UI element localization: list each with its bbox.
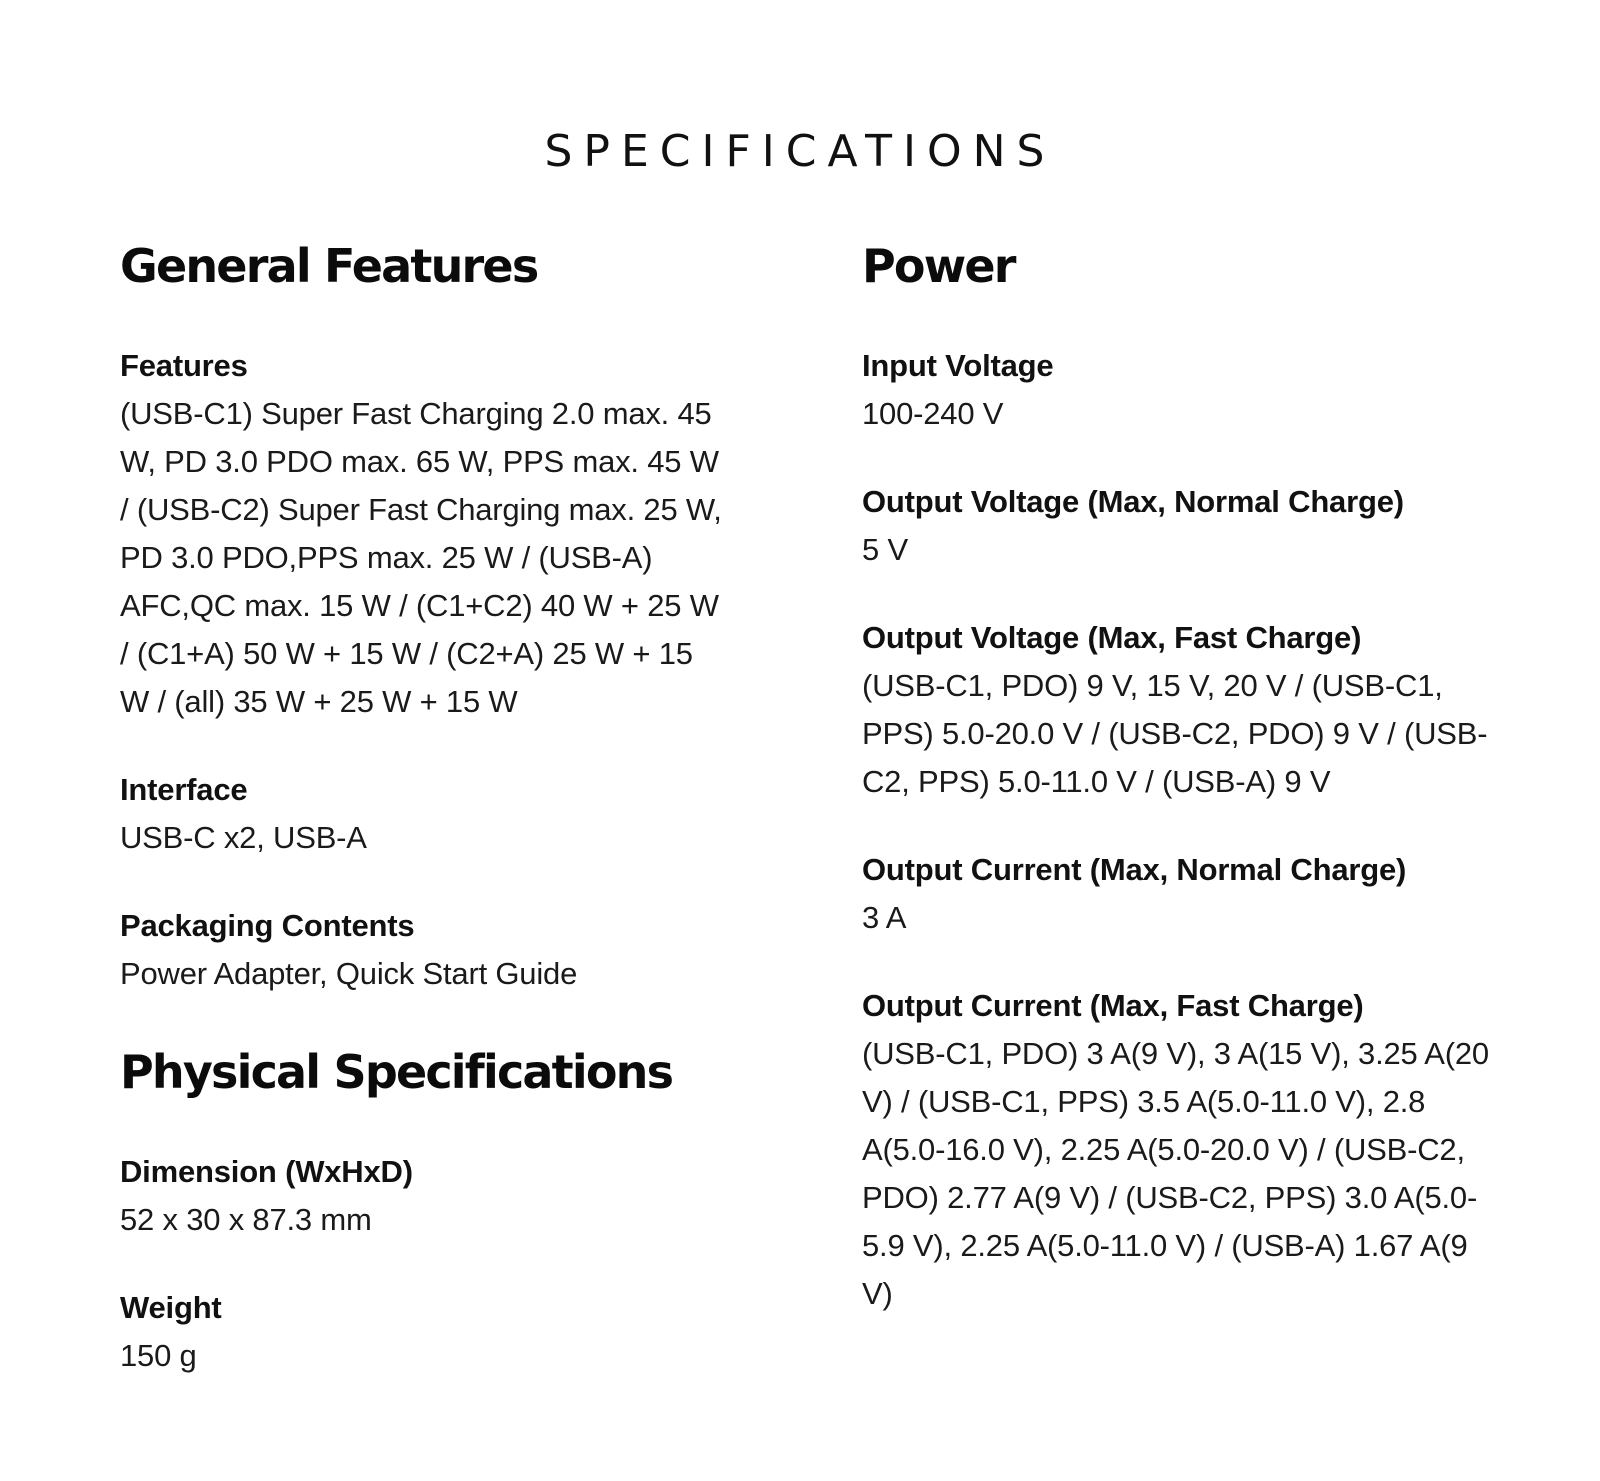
spec-value: (USB-C1, PDO) 9 V, 15 V, 20 V / (USB-C1, PPS) 5.0-20.0 V / (USB-C2, PDO) 9 V / (USB-C2, PPS) 5.0-11.0 V / (USB-A) 9 V: [862, 668, 1488, 799]
spec-label: Output Voltage (Max, Fast Charge): [862, 620, 1362, 655]
section-heading-power: Power: [862, 239, 1015, 293]
spec-label: Dimension (WxHxD): [120, 1154, 413, 1189]
spec-label: Output Current (Max, Normal Charge): [862, 852, 1407, 887]
spec-label: Packaging Contents: [120, 908, 415, 943]
spec-item-weight: [120, 1284, 730, 1380]
spec-item-output-voltage-normal: [862, 478, 1502, 574]
left-column: [120, 236, 730, 1420]
spec-value: 100-240 V: [862, 396, 1004, 431]
spec-label: Weight: [120, 1290, 222, 1325]
spec-value: USB-C x2, USB-A: [120, 820, 367, 855]
spec-item-interface: [120, 766, 730, 862]
spec-label: Output Current (Max, Fast Charge): [862, 988, 1364, 1023]
spec-value: (USB-C1) Super Fast Charging 2.0 max. 45 W, PD 3.0 PDO max. 65 W, PPS max. 45 W / (USB-C2) Super Fast Charging max. 25 W, PD 3.0 PDO,PPS max. 25 W / (USB-A) AFC,QC max. 15 W / (C1+C2) 40 W + 25 W / (C1+A) 50 W + 15 W / (C2+A) 25 W + 15 W / (all) 35 W + 25 W + 15 W: [120, 396, 722, 719]
spec-value: 5 V: [862, 532, 908, 567]
spec-value: 3 A: [862, 900, 907, 935]
spec-item-output-current-normal: [862, 846, 1502, 942]
spec-label: Features: [120, 348, 248, 383]
spec-value: (USB-C1, PDO) 3 A(9 V), 3 A(15 V), 3.25 A(20 V) / (USB-C1, PPS) 3.5 A(5.0-11.0 V), 2.8 A(5.0-16.0 V), 2.25 A(5.0-20.0 V) / (USB-C2, PDO) 2.77 A(9 V) / (USB-C2, PPS) 3.0 A(5.0-5.9 V), 2.25 A(5.0-11.0 V) / (USB-A) 1.67 A(9 V): [862, 1036, 1489, 1311]
spec-value: 52 x 30 x 87.3 mm: [120, 1202, 372, 1237]
right-column: [862, 236, 1502, 1358]
page-title: SPECIFICATIONS: [544, 126, 1056, 177]
spec-label: Output Voltage (Max, Normal Charge): [862, 484, 1404, 519]
section-heading-general-features: General Features: [120, 239, 538, 293]
spec-value: Power Adapter, Quick Start Guide: [120, 956, 578, 991]
spec-label: Interface: [120, 772, 248, 807]
spec-item-output-current-fast: [862, 982, 1502, 1318]
spec-item-packaging-contents: [120, 902, 730, 998]
spec-item-input-voltage: [862, 342, 1502, 438]
spec-item-output-voltage-fast: [862, 614, 1502, 806]
spec-item-features: [120, 342, 730, 726]
spec-value: 150 g: [120, 1338, 197, 1373]
spec-label: Input Voltage: [862, 348, 1054, 383]
spec-item-dimension: [120, 1148, 730, 1244]
section-heading-physical-specifications: Physical Specifications: [120, 1045, 673, 1099]
